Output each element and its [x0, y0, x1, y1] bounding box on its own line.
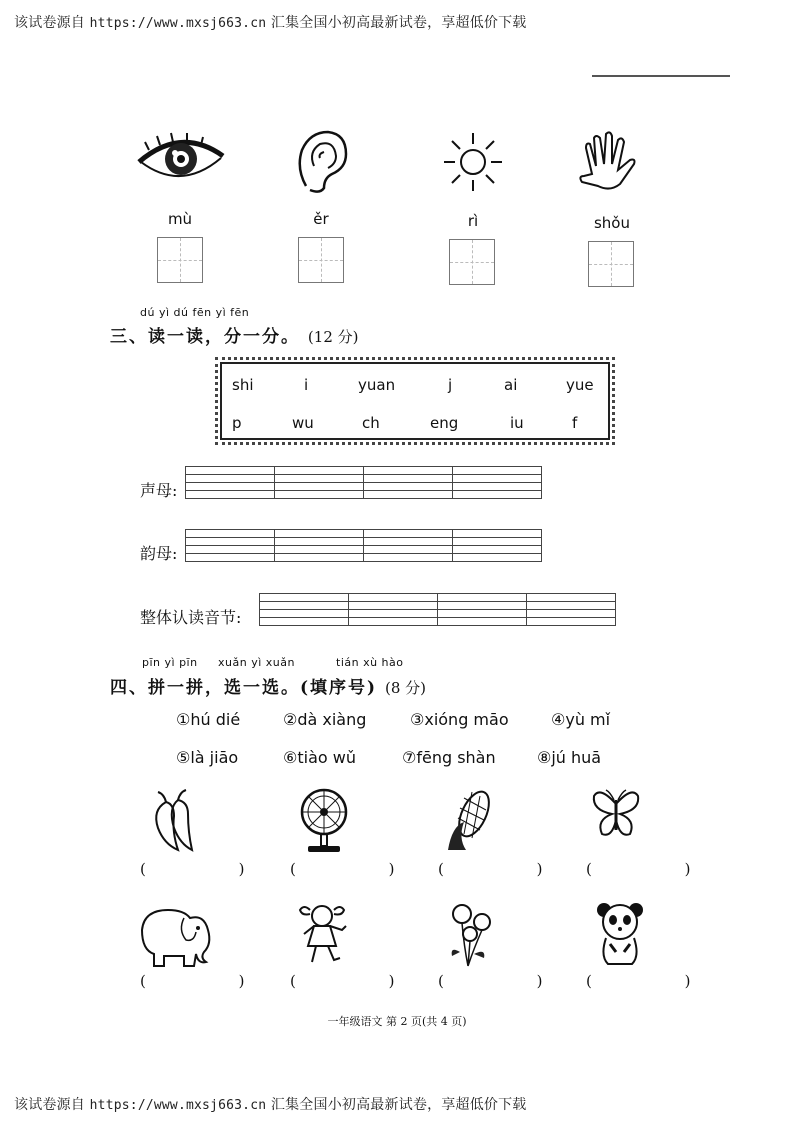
pinyin-ri: rì — [467, 212, 479, 230]
banner-suffix: 汇集全国小初高最新试卷，享超低价下载 — [270, 15, 527, 31]
pepper-icon — [148, 788, 198, 854]
syllable-item: ch — [362, 414, 380, 432]
syllable-item: j — [448, 376, 453, 394]
syllable-item: i — [304, 376, 309, 394]
fan-icon — [298, 786, 350, 856]
dancing-girl-icon — [296, 900, 354, 968]
writing-box-shou[interactable] — [588, 241, 634, 287]
syllable-item: yuan — [358, 376, 396, 394]
pinyin-er: ěr — [313, 210, 329, 228]
syllable-item: f — [572, 414, 578, 432]
option-3: ③xióng māo — [410, 710, 509, 729]
ear-icon — [292, 128, 352, 194]
section3-heading — [110, 322, 358, 347]
corn-icon — [444, 786, 496, 856]
section3-ruby: dú yì dú fēn yì fēn — [140, 306, 250, 319]
section4-heading — [110, 673, 426, 698]
section3-score: (12 分) — [307, 328, 359, 346]
option-7: ⑦fēng shàn — [402, 748, 496, 767]
option-5: ⑤là jiāo — [176, 748, 239, 767]
zhengti-label: 整体认读音节: — [140, 608, 242, 627]
banner-prefix: 该试卷源自 — [14, 1097, 85, 1113]
syllable-item: eng — [430, 414, 459, 432]
answer-blank[interactable]: ( ) — [586, 972, 735, 990]
writing-box-er[interactable] — [298, 237, 344, 283]
answer-blank[interactable]: ( ) — [290, 860, 439, 878]
answer-blank[interactable]: ( ) — [140, 860, 289, 878]
syllable-item: iu — [510, 414, 524, 432]
syllable-item: p — [232, 414, 242, 432]
shengmu-answer-grid[interactable] — [185, 466, 542, 499]
hand-icon — [578, 130, 638, 194]
sun-icon — [440, 130, 506, 194]
syllable-item: wu — [292, 414, 314, 432]
yunmu-label: 韵母: — [140, 544, 178, 563]
section4-title: 四、拼一拼，选一选。(填序号) — [110, 678, 378, 698]
yunmu-answer-grid[interactable] — [185, 529, 542, 562]
section4-ruby-3: tián xù hào — [336, 656, 404, 669]
syllable-item: yue — [566, 376, 594, 394]
banner-url[interactable]: https://www.mxsj663.cn — [89, 16, 267, 31]
answer-blank[interactable]: ( ) — [290, 972, 439, 990]
syllable-item: shi — [232, 376, 254, 394]
section4-ruby-2: xuǎn yì xuǎn — [218, 656, 295, 669]
writing-box-ri[interactable] — [449, 239, 495, 285]
source-banner-bottom — [14, 1094, 527, 1114]
option-6: ⑥tiào wǔ — [283, 748, 356, 767]
option-2: ②dà xiàng — [283, 710, 367, 729]
answer-blank[interactable]: ( ) — [140, 972, 289, 990]
pinyin-mu: mù — [167, 210, 193, 228]
option-1: ①hú dié — [176, 710, 241, 729]
eye-icon — [135, 130, 227, 190]
syllable-box — [220, 362, 610, 440]
option-8: ⑧jú huā — [537, 748, 602, 767]
pinyin-shou: shǒu — [593, 214, 630, 232]
syllable-item: ai — [504, 376, 518, 394]
chrysanthemum-icon — [444, 900, 500, 970]
banner-suffix: 汇集全国小初高最新试卷，享超低价下载 — [270, 1097, 527, 1113]
section4-ruby-1: pīn yì pīn — [142, 656, 198, 669]
writing-box-mu[interactable] — [157, 237, 203, 283]
butterfly-icon — [590, 786, 642, 844]
section3-title: 三、读一读，分一分。 — [110, 327, 300, 347]
answer-blank[interactable]: ( ) — [586, 860, 735, 878]
source-banner-top — [14, 12, 527, 32]
answer-blank[interactable]: ( ) — [438, 860, 587, 878]
elephant-icon — [134, 900, 218, 970]
decorative-line — [592, 75, 730, 77]
banner-url[interactable]: https://www.mxsj663.cn — [89, 1098, 267, 1113]
answer-blank[interactable]: ( ) — [438, 972, 587, 990]
section4-score: (8 分) — [385, 679, 427, 697]
page-footer: 一年级语文 第 2 页(共 4 页) — [327, 1015, 467, 1028]
banner-prefix: 该试卷源自 — [14, 15, 85, 31]
panda-icon — [594, 898, 648, 968]
option-4: ④yù mǐ — [551, 710, 611, 729]
shengmu-label: 声母: — [140, 481, 178, 500]
zhengti-answer-grid[interactable] — [259, 593, 616, 626]
